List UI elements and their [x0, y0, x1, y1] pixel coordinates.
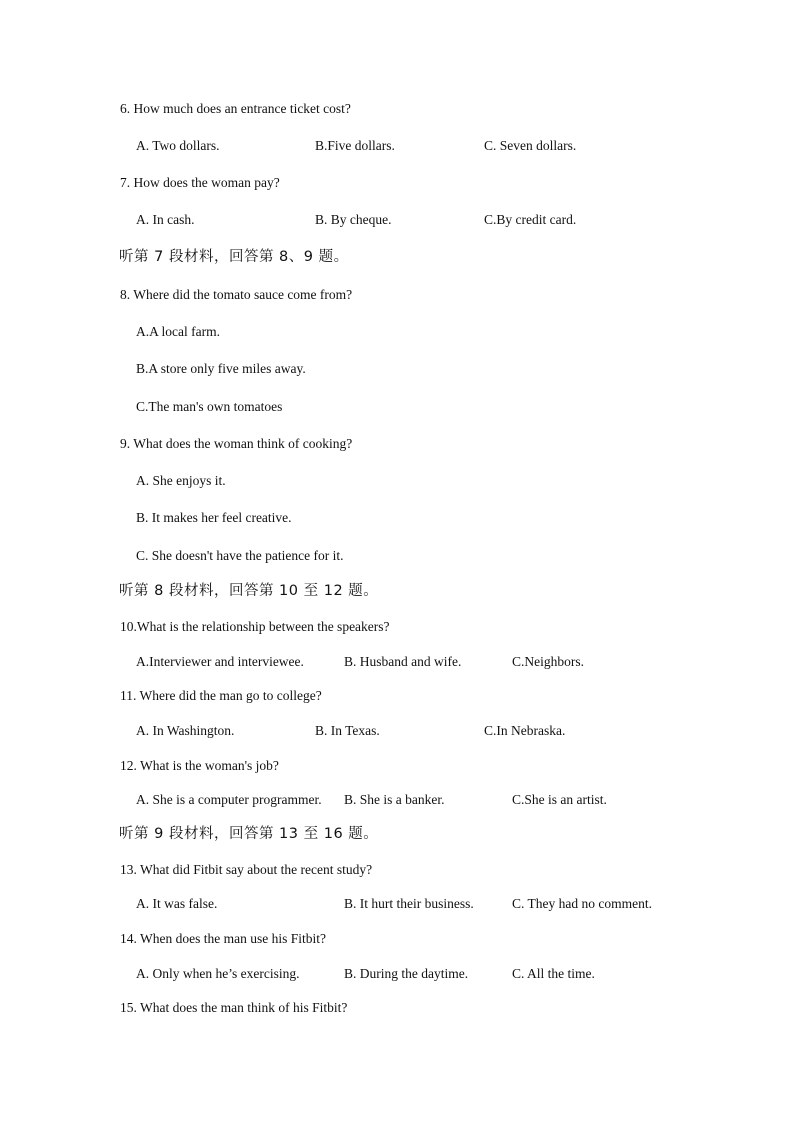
question-11: 11. Where did the man go to college?: [120, 688, 322, 703]
question-9: 9. What does the woman think of cooking?: [120, 436, 353, 451]
question-13-option-a: A. It was false.: [136, 896, 218, 911]
question-6-option-b: B.Five dollars.: [315, 138, 395, 153]
question-9-option-b: B. It makes her feel creative.: [136, 510, 292, 525]
section-9-heading: 听第 9 段材料，回答第 13 至 16 题。: [119, 826, 379, 842]
question-12: 12. What is the woman's job?: [120, 758, 279, 773]
question-13-option-c: C. They had no comment.: [512, 896, 652, 911]
section-7-heading: 听第 7 段材料，回答第 8、9 题。: [119, 249, 349, 265]
question-8-option-a: A.A local farm.: [136, 324, 220, 339]
question-11-option-c: C.In Nebraska.: [484, 723, 566, 738]
question-6: 6. How much does an entrance ticket cost?: [120, 101, 351, 116]
question-15: 15. What does the man think of his Fitbit?: [120, 1000, 348, 1015]
question-8-option-c: C.The man's own tomatoes: [136, 399, 283, 414]
question-13-option-b: B. It hurt their business.: [344, 896, 474, 911]
question-11-option-b: B. In Texas.: [315, 723, 380, 738]
question-14-option-a: A. Only when he’s exercising.: [136, 966, 300, 981]
question-12-option-a: A. She is a computer programmer.: [136, 792, 322, 807]
question-7-option-a: A. In cash.: [136, 212, 195, 227]
question-8-option-b: B.A store only five miles away.: [136, 361, 306, 376]
question-7-option-c: C.By credit card.: [484, 212, 577, 227]
question-6-option-c: C. Seven dollars.: [484, 138, 577, 153]
question-10: 10.What is the relationship between the speakers?: [120, 619, 390, 634]
question-9-option-a: A. She enjoys it.: [136, 473, 226, 488]
question-8: 8. Where did the tomato sauce come from?: [120, 287, 353, 302]
question-14-option-b: B. During the daytime.: [344, 966, 469, 981]
question-14: 14. When does the man use his Fitbit?: [120, 931, 326, 946]
section-8-heading: 听第 8 段材料，回答第 10 至 12 题。: [119, 583, 379, 599]
question-6-option-a: A. Two dollars.: [136, 138, 220, 153]
question-10-option-b: B. Husband and wife.: [344, 654, 462, 669]
question-7: 7. How does the woman pay?: [120, 175, 280, 190]
question-14-option-c: C. All the time.: [512, 966, 595, 981]
question-12-option-b: B. She is a banker.: [344, 792, 445, 807]
question-11-option-a: A. In Washington.: [136, 723, 235, 738]
question-9-option-c: C. She doesn't have the patience for it.: [136, 548, 344, 563]
question-10-option-c: C.Neighbors.: [512, 654, 584, 669]
question-13: 13. What did Fitbit say about the recent study?: [120, 862, 373, 877]
question-12-option-c: C.She is an artist.: [512, 792, 607, 807]
question-7-option-b: B. By cheque.: [315, 212, 392, 227]
question-10-option-a: A.Interviewer and interviewee.: [136, 654, 304, 669]
